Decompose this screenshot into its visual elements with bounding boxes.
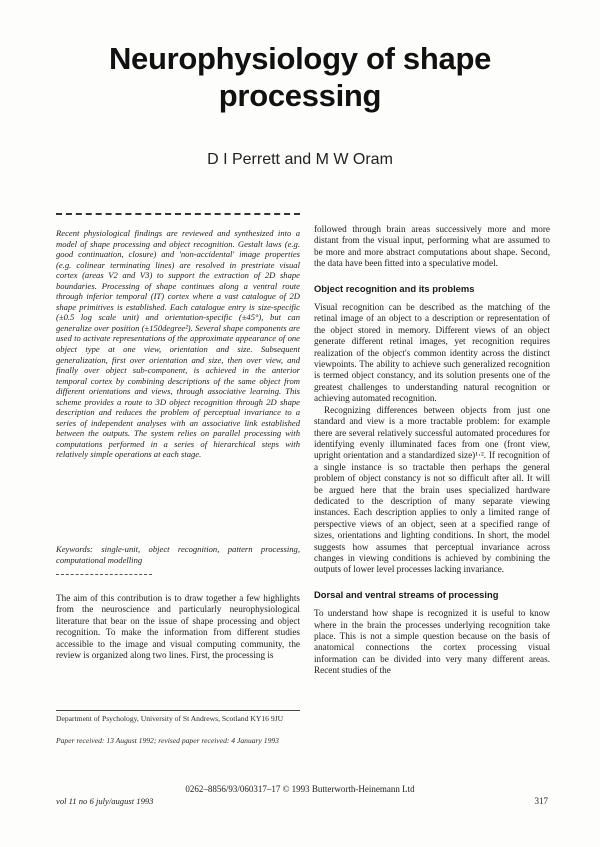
- affiliation: Department of Psychology, University of St Andrews, Scotland KY16 9JU: [56, 714, 284, 723]
- issn-copyright: 0262–8856/93/060317–17 © 1993 Butterworth-Heinemann Ltd: [185, 784, 415, 794]
- section-heading-object-recognition: Object recognition and its problems: [314, 282, 475, 294]
- paragraph-understand-shape: To understand how shape is recognized it is useful to know where in the brain the processes underlying recognition take place. This is not a simple question because on the basis of anatomical connections the cortex processing visual information can be divided into very many different areas. Recent studies of the: [314, 608, 550, 676]
- authors: D I Perrett and M W Oram: [207, 151, 393, 168]
- right-column: [314, 224, 550, 677]
- volume-info: vol 11 no 6 july/august 1993: [56, 796, 154, 806]
- footnote-rule: [56, 710, 300, 711]
- abstract-top-rule: [56, 213, 300, 215]
- continuation-paragraph: followed through brain areas successively more and more distant from the visual input, performing what are assumed to be more and more abstract computations about shape. Second, the data have been fitted into a speculative model.: [314, 224, 550, 269]
- intro-paragraph: The aim of this contribution is to draw together a few highlights from the neuroscience and particularly neurophysiological literature that bear on the issue of shape processing and object recognition. To make the information from different studies accessible to the image and visual computing community, the review is organized along two lines. First, the processing is: [56, 593, 300, 661]
- received-dates: Paper received: 13 August 1992; revised paper received: 4 January 1993: [56, 736, 279, 745]
- paragraph-visual-recognition: Visual recognition can be described as the matching of the retinal image of an object to a description or representation of the object stored in memory. Different views of an object generate different retinal images, yet recognition requires realization of the object's common identity across the distinct viewpoints. The ability to achieve such generalized recognition is termed object constancy, and its solution presents one of the greatest challenges to understanding natural recognition or achieving automated recognition.: [314, 302, 550, 404]
- paper-title-line-1: Neurophysiology of shape: [108, 41, 492, 76]
- section-heading-dorsal-ventral: Dorsal and ventral streams of processing: [314, 588, 499, 600]
- keywords-rule: [56, 574, 152, 575]
- paper-title: [0, 40, 600, 114]
- abstract: Recent physiological findings are reviewed and synthesized into a model of shape processing and object recognition. Gestalt laws (e.g. good continuation, closure) and 'non-accidental' image properties (e.g. colinear terminating lines) are resolved in prestriate visual cortex (areas V2 and V3) to support the extraction of 2D shape boundaries. Processing of shape continues along a ventral route through inferior temporal (IT) cortex where a vast catalogue of 2D shape primitives is established. Each catalogue entry is size-specific (±0.5 log scale unit) and orientation-specific (±45°), but can generalize over position (±150degree²). Several shape components are used to activate representations of the approximate appearance of one object type at one view, orientation and size. Subsequent generalization, first over orientation and size, then over view, and finally over object sub-component, is achieved in the anterior temporal cortex by combining descriptions of the same object from different orientations and views, through associative learning. This scheme provides a route to 3D object recognition through 2D shape description and reduces the problem of perceptual invariance to a series of independent analyses with an associative link established between the outputs. The system relies on parallel processing with computations performed in a series of hierarchical steps with relatively simple operations at each stage.: [56, 228, 300, 460]
- paragraph-recognizing-differences: Recognizing differences between objects from just one standard and view is a more tractable problem: for example there are several relatively successful automated procedures for identifying evenly illuminated faces from one (front view, upright orientation and a standardized size)¹·². If recognition of a single instance is so tractable then perhaps the general problem of object constancy is not so difficult after all. It will be argued here that the brain uses specialized hardware dedicated to the description of many separate viewing instances. Each description applies to only a limited range of perspective views of an object, seen at a specified range of sizes, orientations and lighting conditions. In short, the model suggests how assumes that perceptual invariance across changes in viewing conditions is achieved by combining the outputs of lower level processes lacking invariance.: [314, 404, 550, 575]
- page-number: 317: [534, 796, 548, 806]
- paper-title-line-2: processing: [218, 78, 382, 113]
- keywords: Keywords: single-unit, object recognition, pattern processing, computational modelling: [56, 544, 300, 565]
